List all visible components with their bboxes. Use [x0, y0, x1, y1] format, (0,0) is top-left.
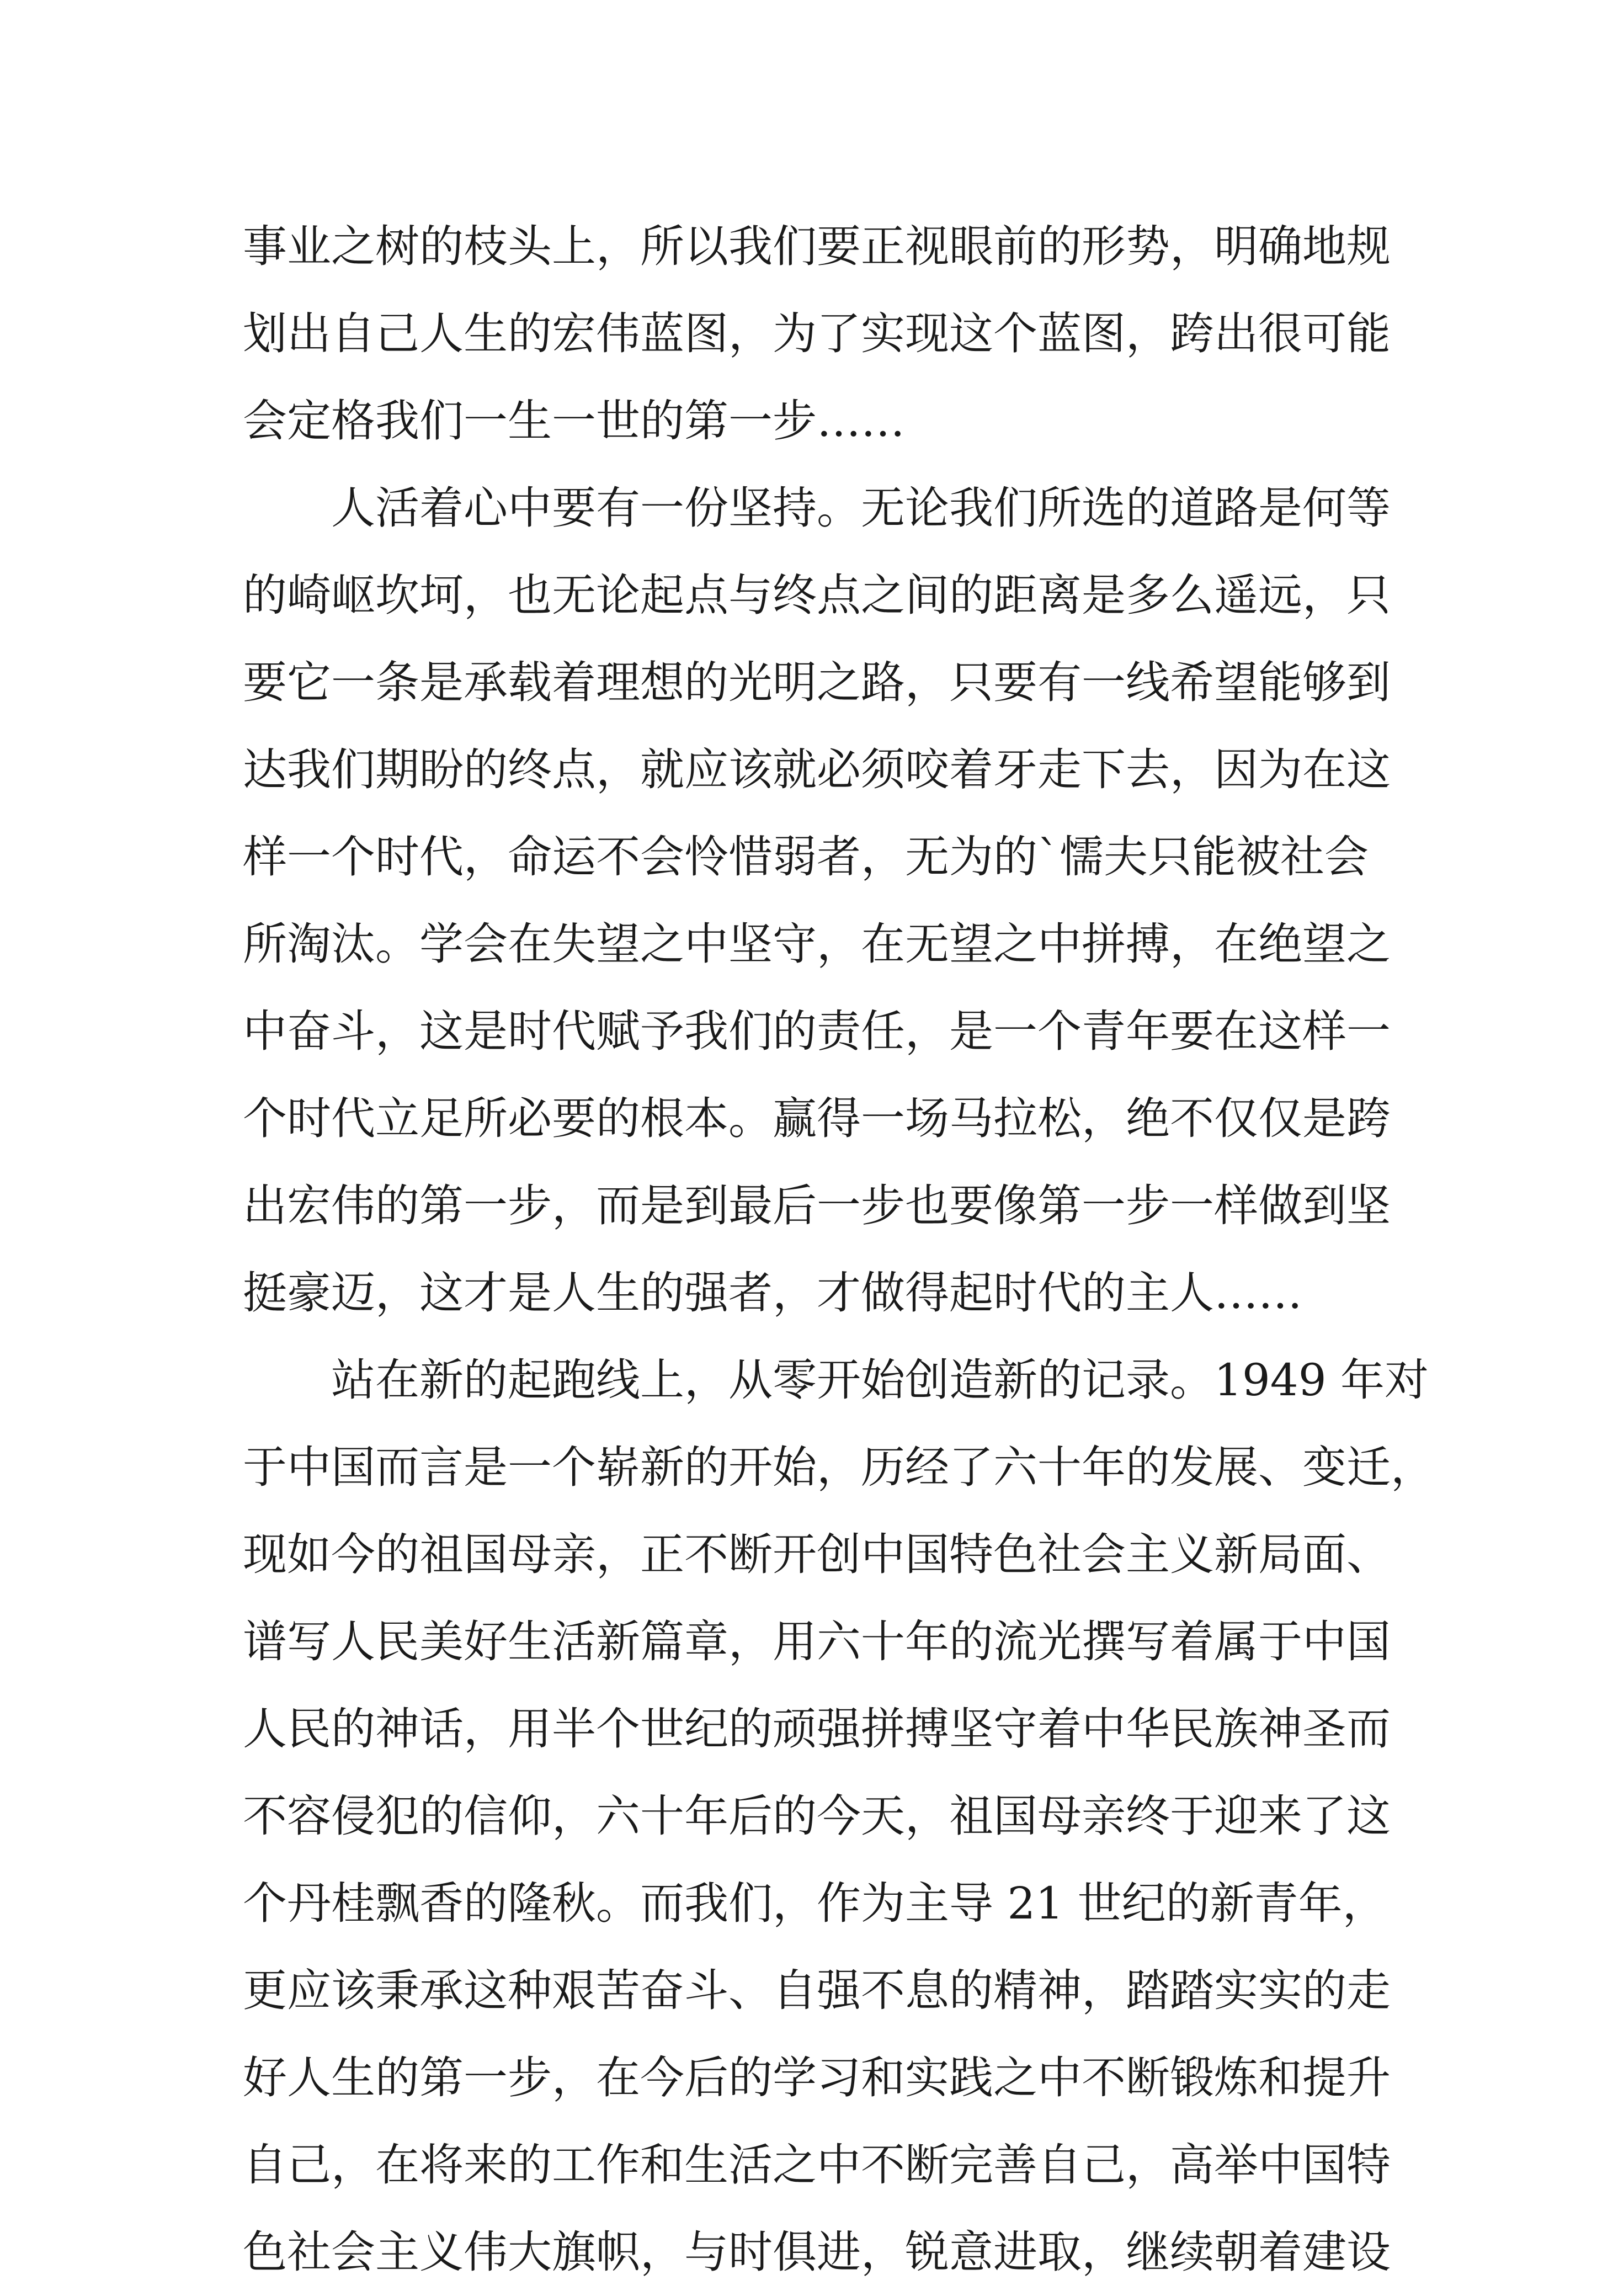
- text-line: 个时代立足所必要的根本。赢得一场马拉松，绝不仅仅是跨: [243, 1093, 1391, 1144]
- paragraph-first-line: 人活着心中要有一份坚持。无论我们所选的道路是何等: [331, 482, 1391, 534]
- text-line: 个丹桂飘香的隆秋。而我们，作为主导 21 世纪的新青年，: [243, 1878, 1387, 1929]
- text-line: 色社会主义伟大旗帜，与时俱进，锐意进取，继续朝着建设: [243, 2226, 1391, 2278]
- text-line: 要它一条是承载着理想的光明之路，只要有一线希望能够到: [243, 657, 1391, 708]
- text-line: 现如今的祖国母亲，正不断开创中国特色社会主义新局面、: [243, 1529, 1391, 1580]
- text-line: 于中国而言是一个崭新的开始，历经了六十年的发展、变迁，: [243, 1442, 1435, 1493]
- body-text: [243, 203, 1435, 2296]
- text-line: 自己，在将来的工作和生活之中不断完善自己，高举中国特: [243, 2139, 1391, 2191]
- text-line: 好人生的第一步，在今后的学习和实践之中不断锻炼和提升: [243, 2052, 1391, 2103]
- text-line: 更应该秉承这种艰苦奋斗、自强不息的精神，踏踏实实的走: [243, 1965, 1391, 2016]
- text-line: 出宏伟的第一步，而是到最后一步也要像第一步一样做到坚: [243, 1180, 1391, 1231]
- text-line: 挺豪迈，这才是人生的强者，才做得起时代的主人……: [243, 1267, 1302, 1319]
- text-line: 样一个时代，命运不会怜惜弱者，无为的`懦夫只能被社会: [243, 831, 1369, 883]
- text-line: 所淘汰。学会在失望之中坚守，在无望之中拼搏，在绝望之: [243, 918, 1391, 970]
- paragraph-first-line: 站在新的起跑线上，从零开始创造新的记录。1949 年对: [331, 1354, 1429, 1406]
- text-line: 会定格我们一生一世的第一步……: [243, 395, 905, 447]
- text-line: 达我们期盼的终点，就应该就必须咬着牙走下去，因为在这: [243, 744, 1391, 795]
- text-line: 中奋斗，这是时代赋予我们的责任，是一个青年要在这样一: [243, 1006, 1391, 1057]
- text-line: 事业之树的枝头上，所以我们要正视眼前的形势，明确地规: [243, 221, 1391, 272]
- text-line: 划出自己人生的宏伟蓝图，为了实现这个蓝图，跨出很可能: [243, 308, 1391, 359]
- text-line: 的崎岖坎坷，也无论起点与终点之间的距离是多么遥远，只: [243, 570, 1391, 621]
- text-line: 人民的神话，用半个世纪的顽强拼搏坚守着中华民族神圣而: [243, 1703, 1391, 1755]
- text-line: 不容侵犯的信仰，六十年后的今天，祖国母亲终于迎来了这: [243, 1790, 1391, 1842]
- text-line: 谱写人民美好生活新篇章，用六十年的流光撰写着属于中国: [243, 1616, 1391, 1667]
